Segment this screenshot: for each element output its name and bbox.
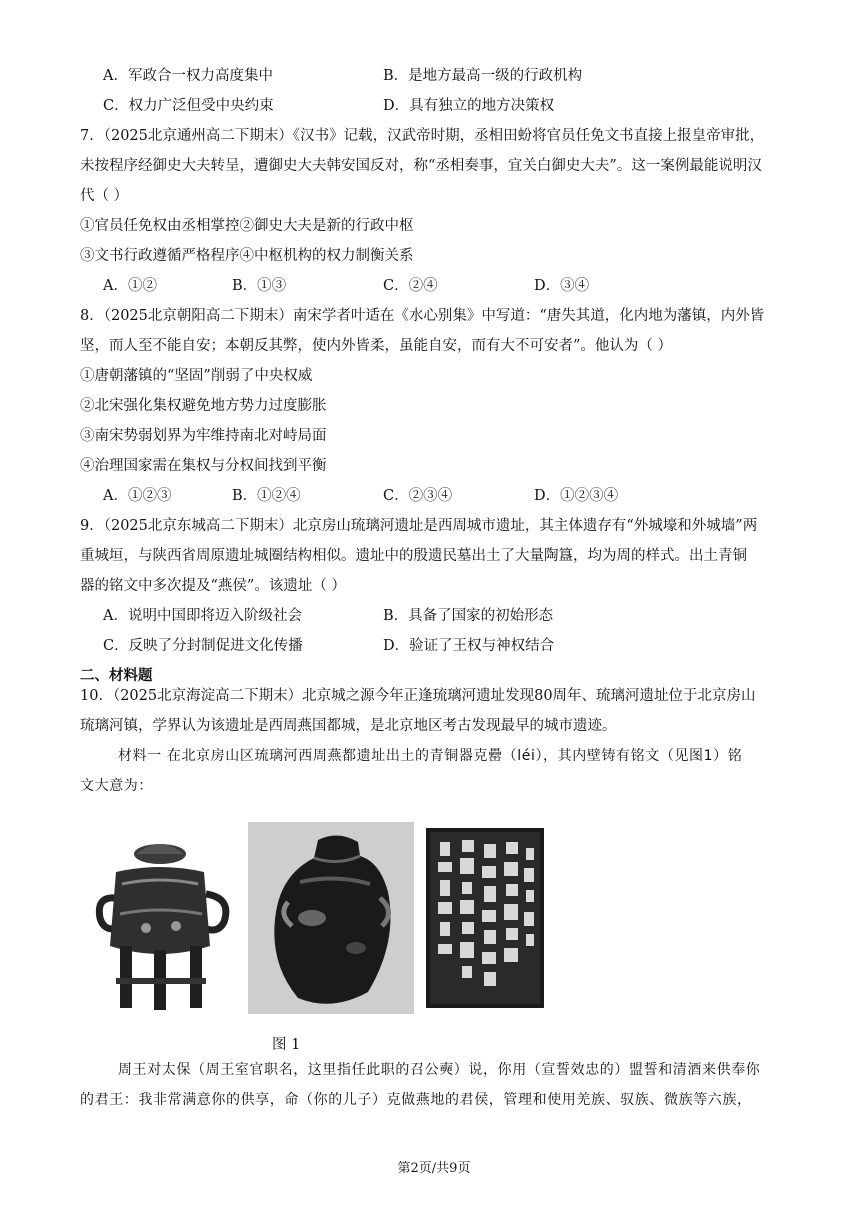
q8-item-1: ①唐朝藩镇的“坚固”削弱了中央权威 [80, 368, 313, 384]
figure-caption: 图 1 [272, 1037, 301, 1053]
q8-option-c: C．②③④ [383, 488, 453, 504]
q7-option-b: B．①③ [232, 278, 287, 294]
q8-option-a: A．①②③ [103, 488, 172, 504]
q7-stem-line-1: 7．（2025北京通州高二下期末）《汉书》记载，汉武帝时期，丞相田蚡将官员任免文书直接上报皇帝审批， [80, 128, 765, 144]
q9-stem-line-1: 9．（2025北京东城高二下期末）北京房山琉璃河遗址是西周城市遗址，其主体遗存有“外城壕和外城墙”两 [80, 518, 758, 534]
q7-stem-line-3: 代（ ） [80, 188, 129, 204]
material-1-line-2: 文大意为： [80, 778, 153, 794]
q7-option-c: C．②④ [383, 278, 438, 294]
q9-option-c: C．反映了分封制促进文化传播 [103, 638, 303, 654]
q8-option-d: D．①②③④ [534, 488, 619, 504]
q6-option-b: B．是地方最高一级的行政机构 [383, 68, 583, 84]
bronze-vessel-illustration [86, 828, 238, 1020]
section-heading-materials: 二、材料题 [80, 668, 153, 684]
q10-stem-line-2: 琉璃河镇，学界认为该遗址是西周燕国都城，是北京地区考古发现最早的城市遗迹。 [80, 718, 617, 734]
q8-item-2: ②北宋强化集权避免地方势力过度膨胀 [80, 398, 327, 414]
translation-line-2: 的君王：我非常满意你的供享，命（你的儿子）克做燕地的君侯，管理和使用羌族、驭族、微族等六族， [80, 1092, 752, 1108]
q8-stem-line-1: 8．（2025北京朝阳高二下期末）南宋学者叶适在《水心别集》中写道：“唐失其道，化内地为藩镇，内外皆 [80, 308, 765, 324]
translation-line-1: 周王对太保（周王室官职名，这里指任此职的召公奭）说，你用（宣誓效忠的）盟誓和清酒来供奉你 [118, 1062, 761, 1078]
page-footer: 第2页/共9页 [397, 1161, 471, 1176]
q8-stem-line-2: 坚，而人至不能自安；本朝反其弊，使内外皆柔，虽能自安，而有大不可安者”。他认为（ ） [80, 338, 673, 354]
inscription-rubbing [426, 828, 544, 1008]
q8-option-b: B．①②④ [232, 488, 301, 504]
q7-stem-line-2: 未按程序经御史大夫转呈，遭御史大夫韩安国反对，称“丞相奏事，宜关白御史大夫”。这一案例最能说明汉 [80, 158, 762, 174]
q10-stem-line-1: 10．（2025北京海淀高二下期末）北京城之源今年正逢琉璃河遗址发现80周年、琉璃河遗址位于北京房山 [80, 688, 756, 704]
bronze-lei-photo [248, 822, 414, 1014]
q9-option-d: D．验证了王权与神权结合 [383, 638, 555, 654]
q6-option-a: A．军政合一权力高度集中 [103, 68, 273, 84]
q9-option-b: B．具备了国家的初始形态 [383, 608, 554, 624]
q9-option-a: A．说明中国即将迈入阶级社会 [103, 608, 302, 624]
q6-option-c: C．权力广泛但受中央约束 [103, 98, 274, 114]
material-1-line-1: 材料一 在北京房山区琉璃河西周燕都遗址出土的青铜器克罍（léi），其内壁铸有铭文（见图1）铭 [118, 748, 743, 764]
q8-item-3: ③南宋势弱划界为牢维持南北对峙局面 [80, 428, 327, 444]
q7-items-1-2: ①官员任免权由丞相掌控②御史大夫是新的行政中枢 [80, 218, 414, 234]
q7-items-3-4: ③文书行政遵循严格程序④中枢机构的权力制衡关系 [80, 248, 414, 264]
q9-stem-line-3: 器的铭文中多次提及“燕侯”。该遗址（ ） [80, 578, 346, 594]
q8-item-4: ④治理国家需在集权与分权间找到平衡 [80, 458, 327, 474]
q7-option-a: A．①② [103, 278, 157, 294]
q6-option-d: D．具有独立的地方决策权 [383, 98, 555, 114]
q7-option-d: D．③④ [534, 278, 590, 294]
q9-stem-line-2: 重城垣，与陕西省周原遗址城圈结构相似。遗址中的殷遗民墓出土了大量陶簋，均为周的样式。出土青铜 [80, 548, 747, 564]
